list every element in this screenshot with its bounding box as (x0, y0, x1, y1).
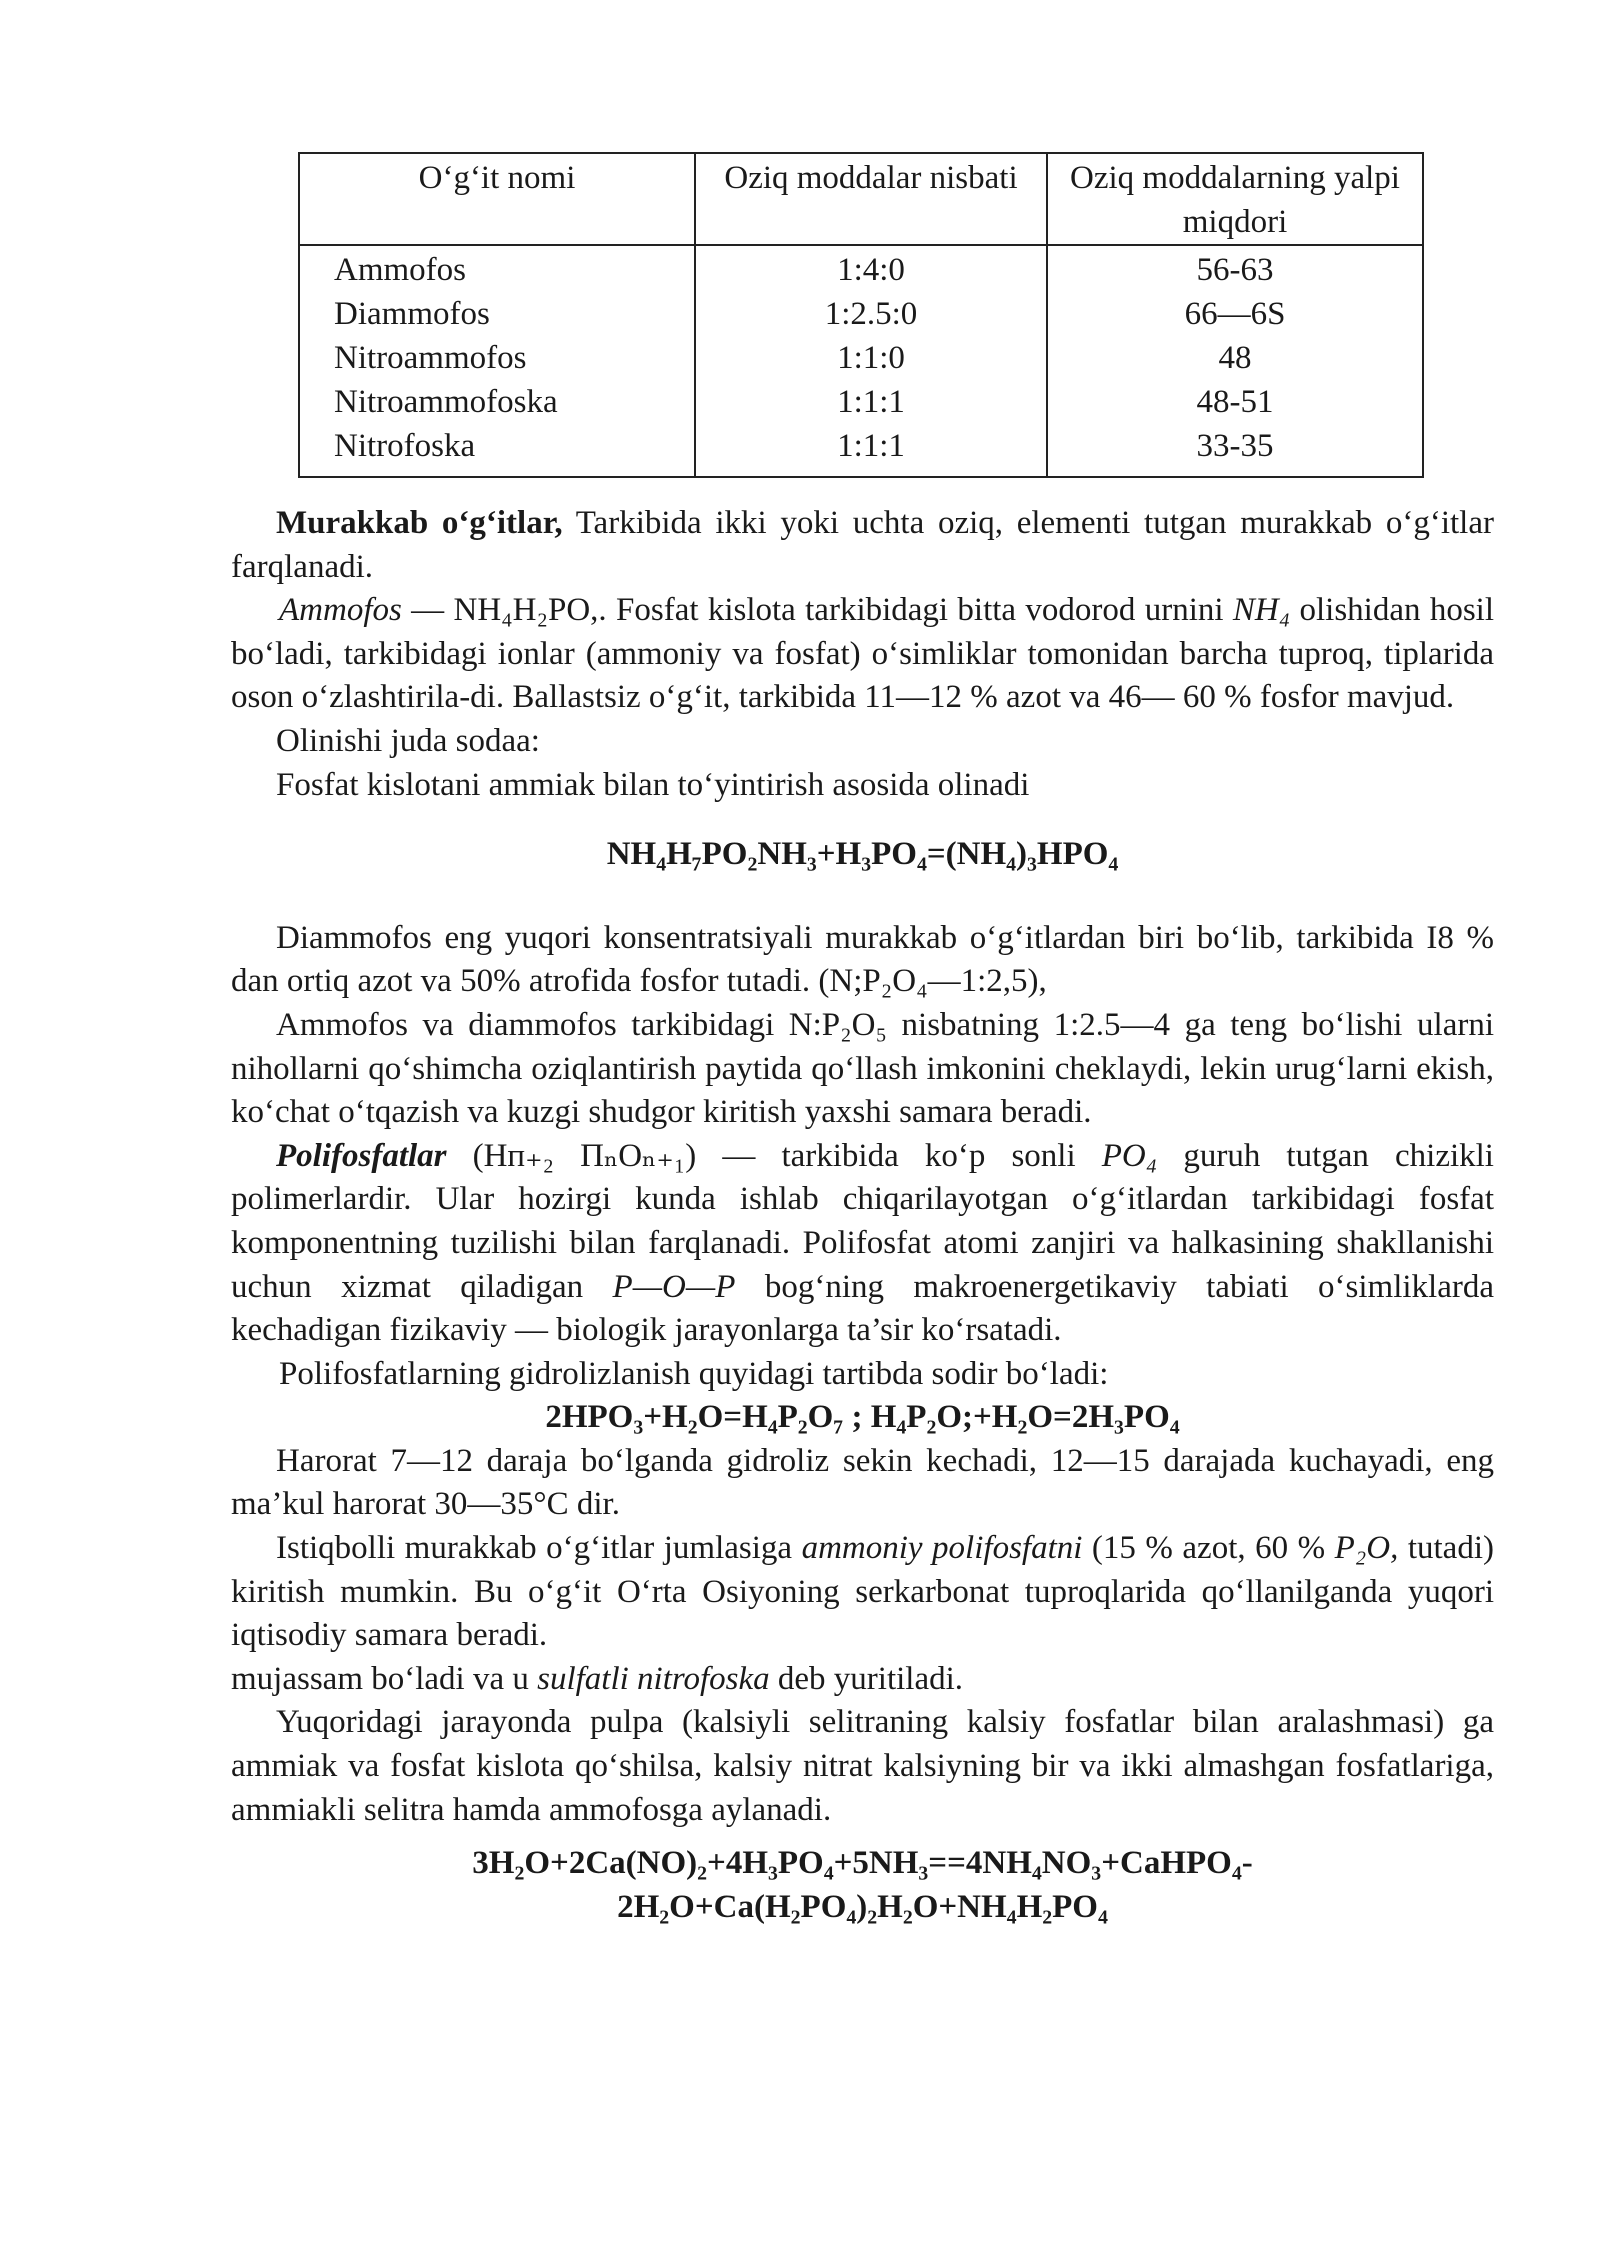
table-cell: 48-51 (1047, 380, 1423, 424)
paragraph-text: deb yuritiladi. (769, 1660, 964, 1697)
paragraph-diammofos: Diammofos eng yuqori konsentratsiyali murakkab o‘g‘itlardan biri bo‘lib, tarkibida I8 % dan ortiq azot va 50% atrofida fosfor tutadi. (N;P₂O₄—1:2,5), (231, 919, 1494, 1000)
paragraph-text: guruh tutgan chizikli polimerlardir. Ular hozirgi kunda ishlab chiqarilayotgan o‘g‘itlardan tarkibidagi fosfat komponentning tuzilishi bilan farqlanadi. Polifosfat atomi zanjiri va halkasining shakllanishi uchun xizmat qiladigan (231, 1137, 1494, 1305)
paragraph-text: Istiqbolli murakkab o‘g‘itlar jumlasiga (276, 1530, 802, 1567)
table-cell: 1:4:0 (695, 245, 1047, 292)
dash: — (401, 592, 454, 629)
paragraph-fosfat: Fosfat kislotani ammiak bilan to‘yintirish asosida olinadi (276, 766, 1030, 803)
paragraph-text: olishidan hosil bo‘ladi, tarkibidagi ionlar (ammoniy va fosfat) o‘simliklar tomonidan barcha tuproq, tiplarida oson o‘zlashtirila-di. Ballastsiz o‘g‘it, tarkibida 11—12 % azot va 46— 60 % fosfor mavjud. (231, 592, 1495, 716)
table-row (299, 424, 1423, 477)
formula-ammofos: NH₄H₂PO,. (453, 592, 607, 629)
table-cell: 1:1:0 (695, 336, 1047, 380)
paragraph-text: bog‘ning makroenergetikaviy tabiati o‘simliklarda kechadigan fizikaviy — biologik jarayonlarga ta’sir ko‘rsatadi. (231, 1268, 1494, 1349)
paragraph-olinishi: Olinishi juda sodaa: (276, 722, 540, 759)
paragraph-harorat: Harorat 7—12 daraja bo‘lganda gidroliz sekin kechadi, 12—15 darajada kuchayadi, eng ma’kul harorat 30—35°C dir. (231, 1442, 1494, 1523)
paragraph-text: Fosfat kislota tarkibidagi bitta vodorod urnini (606, 592, 1233, 629)
table-cell: Ammofos (299, 245, 695, 292)
paragraph-text: — tarkibida ko‘p sonli (696, 1137, 1102, 1174)
formula-po4: PO₄ (1101, 1137, 1158, 1174)
table-header-name: O‘g‘it nomi (299, 153, 695, 245)
table-cell: Nitroammofos (299, 336, 695, 380)
table-row (299, 336, 1423, 380)
table-cell: Nitrofoska (299, 424, 695, 477)
paragraph-yuqoridagi: Yuqoridagi jarayonda pulpa (kalsiyli selitraning kalsiy fosfatlar bilan aralashmasi) ga ammiak va fosfat kislota qo‘shilsa, kalsiy nitrat kalsiyning bir va ikki almashgan fosfatlariga, ammiakli selitra hamda ammofosga aylanadi. (231, 1704, 1494, 1828)
table-header-ratio: Oziq moddalar nisbati (695, 153, 1047, 245)
paragraph-mujassam (231, 1658, 1494, 1702)
formula-p2o: P₂O, (1334, 1530, 1399, 1567)
table-cell: 33-35 (1047, 424, 1423, 477)
equation-2: 2HPO₃+H₂O=H₄P₂O₇ ; H₄P₂O;+H₂O=2H₃PO₄ (545, 1399, 1180, 1436)
paragraph-text: Tarkibida ikki yoki uchta oziq, elementi tutgan murakkab o‘g‘itlar farqlanadi. (231, 505, 1494, 585)
table-cell: 56-63 (1047, 245, 1423, 292)
term-ammoniy-polifosfat: ammoniy polifosfatni (801, 1530, 1083, 1567)
term-sulfatli-nitrofoska: sulfatli nitrofoska (537, 1660, 770, 1697)
paragraph-gidroliz: Polifosfatlarning gidrolizlanish quyidagi tartibda sodir bo‘ladi: (279, 1355, 1109, 1392)
paragraph-ammofos-diammofos: Ammofos va diammofos tarkibidagi N:P₂O₅ nisbatning 1:2.5—4 ga teng bo‘lishi ularni nihollarni qo‘shimcha oziqlantirish paytida qo‘llash imkonini cheklaydi, lekin urug‘larni ekish, ko‘chat o‘tqazish va kuzgi shudgor kiritish yaxshi samara beradi. (231, 1006, 1494, 1131)
table-cell: Diammofos (299, 292, 695, 336)
equation-3-line-2: 2H₂O+Ca(H₂PO₄)₂H₂O+NH₄H₂PO₄ (617, 1888, 1108, 1925)
term-murakkab: Murakkab o‘g‘itlar, (276, 505, 563, 541)
table-cell: 48 (1047, 336, 1423, 380)
paragraph-murakkab (231, 502, 1494, 589)
formula-polifosfat: (Hп₊₂ ПₙOₙ₊₁) (446, 1137, 697, 1174)
paragraph-istiqbolli (231, 1527, 1494, 1658)
table-cell: 66—6S (1047, 292, 1423, 336)
table-cell: 1:1:1 (695, 380, 1047, 424)
table-cell: Nitroammofoska (299, 380, 695, 424)
equation-1: NH₄H₇PO₂NH₃+H₃PO₄=(NH₄)₃HPO₄ (606, 836, 1119, 873)
table-row (299, 380, 1423, 424)
formula-nh4: NH₄ (1232, 592, 1291, 629)
paragraph-text: tutadi) kiritish mumkin. Bu o‘g‘it O‘rta Osiyoning serkarbonat tuproqlarida qo‘llanilganda yuqori iqtisodiy samara beradi. (231, 1530, 1494, 1654)
table-header-row (299, 153, 1423, 245)
equation-3-line-1: 3H₂O+2Ca(NO)₂+4H₃PO₄+5NH₃==4NH₄NO₃+CaHPO₄- (472, 1845, 1253, 1882)
body-text (231, 502, 1494, 1929)
paragraph-polifosfatlar (231, 1135, 1494, 1353)
table-cell: 1:2.5:0 (695, 292, 1047, 336)
fertilizer-table (298, 152, 1424, 478)
table-row (299, 245, 1423, 292)
paragraph-text: mujassam bo‘ladi va u (231, 1660, 538, 1697)
paragraph-ammofos (231, 589, 1494, 720)
term-ammofos: Ammofos (279, 592, 402, 629)
table-cell: 1:1:1 (695, 424, 1047, 477)
term-polifosfatlar: Polifosfatlar (276, 1137, 447, 1174)
paragraph-text: (15 % azot, 60 % (1082, 1530, 1335, 1567)
table-header-total: Oziq moddalarning yalpi miqdori (1047, 153, 1423, 245)
formula-pop: P—O—P (612, 1268, 736, 1305)
table-row (299, 292, 1423, 336)
